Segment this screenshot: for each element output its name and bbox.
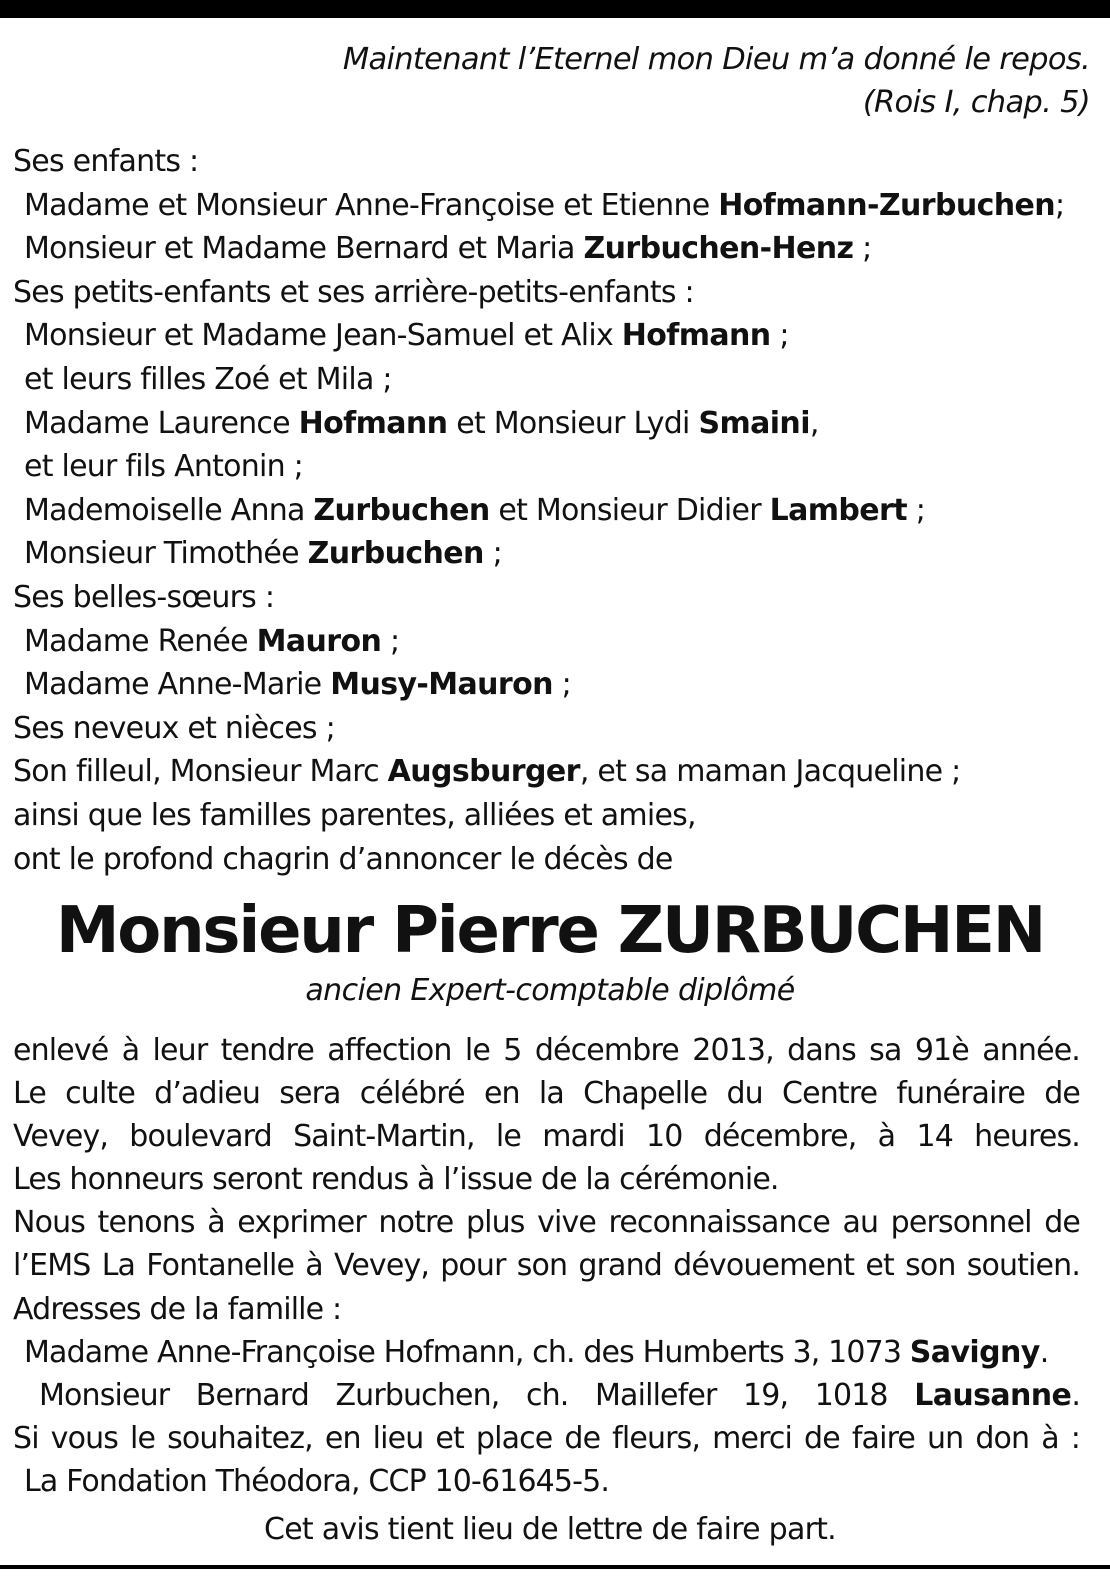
thanks-line: l’EMS La Fontanelle à Vevey, pour son grand dévouement et son soutien. [13, 1248, 1080, 1284]
service-line: Le culte d’adieu sera célébré en la Chapelle du Centre funéraire de [13, 1076, 1080, 1112]
sister-line: Madame Anne-Marie Musy-Mauron ; [24, 667, 572, 703]
death-line: enlevé à leur tendre affection le 5 décembre 2013, dans sa 91è année. [13, 1033, 1080, 1068]
epigraph-verse: Maintenant l’Eternel mon Dieu m’a donné le repos. [342, 42, 1090, 77]
grandchild-line: Monsieur Timothée Zurbuchen ; [24, 536, 502, 572]
great-grandchildren-line: et leurs filles Zoé et Mila ; [24, 361, 392, 397]
great-grandchildren-line: et leur fils Antonin ; [24, 449, 303, 485]
address-line: Madame Anne-Françoise Hofmann, ch. des Humberts 3, 1073 Savigny. [24, 1334, 1049, 1370]
families-line: ainsi que les familles parentes, alliées et amies, [13, 797, 696, 833]
sister-line: Madame Renée Mauron ; [24, 623, 400, 659]
deceased-name: Monsieur Pierre ZURBUCHEN [55, 894, 1045, 968]
epigraph-reference: (Rois I, chap. 5) [862, 85, 1090, 120]
godson-line: Son filleul, Monsieur Marc Augsburger, et sa maman Jacqueline ; [13, 754, 961, 790]
closing-line: Cet avis tient lieu de lettre de faire part. [264, 1512, 836, 1547]
donation-line: Si vous le souhaitez, en lieu et place de fleurs, merci de faire un don à : [13, 1420, 1080, 1456]
notice-body [13, 1029, 1080, 1503]
grandchild-line: Mademoiselle Anna Zurbuchen et Monsieur Didier Lambert ; [24, 492, 926, 528]
epigraph [343, 38, 1090, 124]
children-heading: Ses enfants : [13, 144, 199, 179]
top-border [0, 0, 1110, 18]
address-line: Monsieur Bernard Zurbuchen, ch. Maillefer 19, 1018 Lausanne. [39, 1377, 1080, 1413]
announce-line: ont le profond chagrin d’annoncer le décès de [13, 841, 673, 877]
service-line: Vevey, boulevard Saint-Martin, le mardi 10 décembre, à 14 heures. [13, 1119, 1080, 1155]
child-line: Monsieur et Madame Bernard et Maria Zurbuchen-Henz ; [24, 231, 872, 267]
grandchildren-heading: Ses petits-enfants et ses arrière-petits-enfants : [13, 274, 694, 310]
donation-line: La Fondation Théodora, CCP 10-61645-5. [24, 1463, 610, 1499]
bottom-border [0, 1565, 1110, 1569]
grandchild-line: Madame Laurence Hofmann et Monsieur Lydi Smaini, [24, 405, 819, 441]
thanks-line: Nous tenons à exprimer notre plus vive reconnaissance au personnel de [13, 1205, 1080, 1241]
deceased-title: ancien Expert-comptable diplômé [305, 973, 795, 1008]
grandchild-line: Monsieur et Madame Jean-Samuel et Alix Hofmann ; [24, 318, 789, 354]
addresses-heading: Adresses de la famille : [13, 1291, 342, 1327]
family-list [13, 140, 1098, 881]
service-line: Les honneurs seront rendus à l’issue de la cérémonie. [13, 1162, 779, 1198]
child-line: Madame et Monsieur Anne-Françoise et Etienne Hofmann-Zurbuchen; [24, 187, 1065, 223]
nephews-line: Ses neveux et nièces ; [13, 710, 335, 746]
sisters-heading: Ses belles-sœurs : [13, 579, 275, 615]
